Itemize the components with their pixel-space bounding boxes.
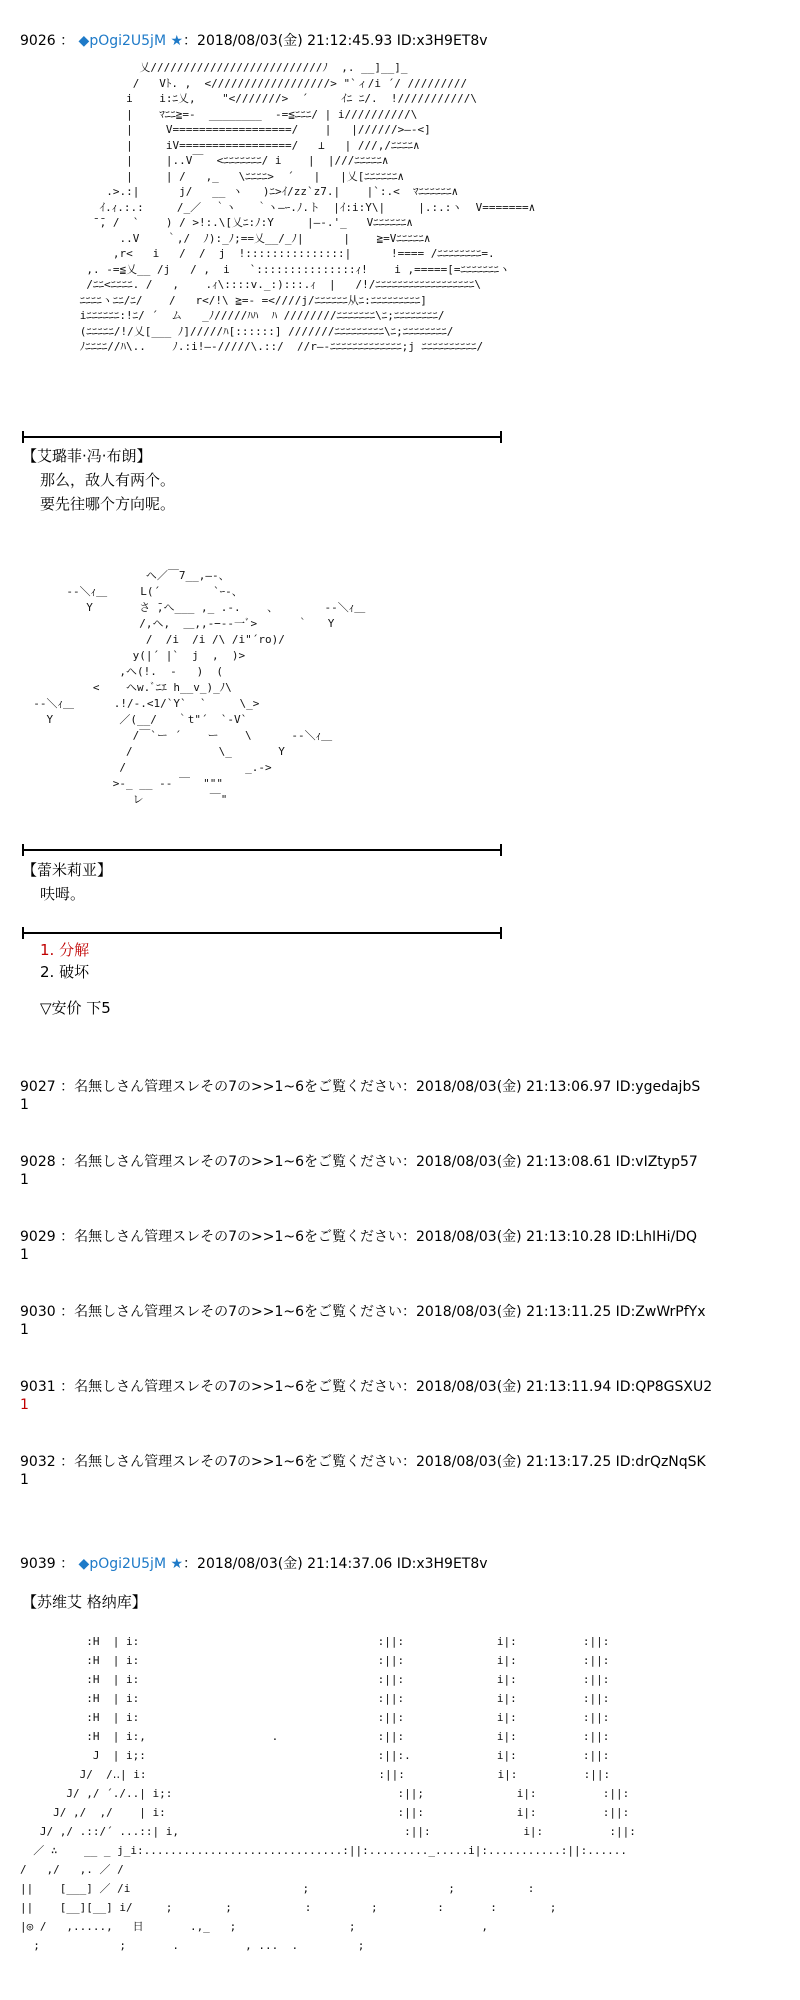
reply-separator: ： xyxy=(60,1379,75,1395)
reply-number: 9031 xyxy=(20,1379,56,1395)
reply-body: 1 xyxy=(20,1322,29,1338)
reply-separator: ： xyxy=(60,1229,75,1245)
divider-line xyxy=(22,849,502,851)
reply-header xyxy=(20,1303,706,1321)
speaker-label: 【艾璐菲·冯·布朗】 xyxy=(22,447,152,465)
reply-body: 1 xyxy=(20,1472,29,1488)
poster-trip[interactable]: ◆pOgi2U5jM xyxy=(78,33,167,49)
reply-number: 9028 xyxy=(20,1154,56,1170)
star-icon: ★ xyxy=(170,1556,184,1572)
reply-header xyxy=(20,1078,700,1096)
option-2: 2. 破坏 xyxy=(40,963,90,981)
ascii-art-scene: 乂//////////////////////////ﾉ ,. __]__]_ / Vﾄ. , <//////////////////> "`ィ/i ´/ ///////// i i:ﾆ乂, "<///////> ´ ｲﾆ ﾆ/. !///////////\ | ﾏﾆﾆ≧=- ________ -=≦ﾆﾆﾆ/ | i//////////\ | V==================/ | |//////>—-<] | iV=================/ ⊥ | ///,/ﾆﾆﾆﾆ∧ | |..V￣ <ﾆﾆﾆﾆﾆﾆﾆ/ i | |///ﾆﾆﾆﾆﾆ∧ | | / ,_ \ﾆﾆﾆﾆ> ´ | |乂[ﾆﾆﾆﾆﾆﾆ∧ .>.:| j/ __ ヽ )ﾆ>ｲ/zz`z7.| |`:.< ﾏﾆﾆﾆﾆﾆﾆ∧ ｲ.ｨ.:.: /_／ ｀ヽ ｀ヽ—ｰ.ﾉ.ト |ｲ:i:Y\| |.:.:ヽ V=======∧ ̄ ̄, / ` ) / >!:.\[乂ﾆ:ﾉ:Y |—-.'_ Vﾆﾆﾆﾆﾆﾆ∧ ..V ｀,/ ﾉ):_ﾉ;==乂__/_ﾉ| | ≧=Vﾆﾆﾆﾆﾆ∧ ,r< i / / j !:::::::::::::::| !==== /ﾆﾆﾆﾆﾆﾆﾆﾆ=. ,. -=≦乂__ /j / , i `:::::::::::::::ｨ! i ,=====[=ﾆﾆﾆﾆﾆﾆﾆヽ /ﾆﾆ<ﾆﾆﾆﾆ. / , .ｨ\::::v._:):::.ｨ | /!/ﾆﾆﾆﾆﾆﾆﾆﾆﾆﾆﾆﾆﾆﾆﾆﾆﾆﾆ\ ﾆﾆﾆﾆヽﾆﾆ/ﾆ/ / r</!\ ≧=- =<////j/ﾆﾆﾆﾆﾆﾆ从ﾆ:ﾆﾆﾆﾆﾆﾆﾆﾆﾆ] iﾆﾆﾆﾆﾆﾆ:!ﾆ/ ´ ム _ﾉ/////ﾊﾊ ﾊ ////////ﾆﾆﾆﾆﾆﾆﾆ\ﾆ;ﾆﾆﾆﾆﾆﾆﾆﾆ/ (ﾆﾆﾆﾆﾆ/!/乂[___ ﾉ]/////ﾊ[::::::] ///////ﾆﾆﾆﾆﾆﾆﾆﾆﾆ\ﾆ;ﾆﾆﾆﾆﾆﾆﾆﾆ/ ﾉﾆﾆﾆﾆ//ﾊ\.. ﾉ.:i!—-/////\.::/ //r—-ﾆﾆﾆﾆﾆﾆﾆﾆﾆﾆﾆﾆﾆ;j ﾆﾆﾆﾆﾆﾆﾆﾆﾆﾆ/ xyxy=(79,61,536,353)
reply-name: 名無しさん管理スレその7の>>1~6をご覧ください xyxy=(74,1154,403,1170)
reply-meta: ：2018/08/03(金) 21:13:10.28 ID:LhIHi/DQ xyxy=(402,1229,698,1245)
dialogue-line: 呋呣。 xyxy=(40,885,86,903)
dialogue-line: 要先往哪个方向呢。 xyxy=(40,495,176,513)
reply-body: 1 xyxy=(20,1247,29,1263)
reply-body: 1 xyxy=(20,1397,29,1413)
divider-line xyxy=(22,436,502,438)
reply-header xyxy=(20,1378,712,1396)
reply-name: 名無しさん管理スレその7の>>1~6をご覧ください xyxy=(74,1229,403,1245)
star-icon: ★ xyxy=(170,33,184,49)
option-1: 1. 分解 xyxy=(40,941,90,959)
vote-instruction: ▽安价 下5 xyxy=(40,999,111,1017)
divider-line xyxy=(22,932,502,934)
reply-body: 1 xyxy=(20,1097,29,1113)
post-meta: ：2018/08/03(金) 21:14:37.06 ID:x3H9ET8v xyxy=(183,1556,488,1572)
reply-separator: ： xyxy=(60,1079,75,1095)
ascii-art-character: ヘ／￣7__,―-、 -‐＼ｨ＿ L(´ `ｰ-、 Y さ ̄,へ___ ,_ .-. 、 -‐＼ｨ＿ /,ヘ, ＿,,-−--一ﾞ> ｀ Y / /i /i /\ /i"´ro)/ y(|´ |` j , )> ,ヘ(!. ‐ ) ( < ヘw.ﾞﾆｴ h__v_)_ﾉ\ -‐＼ｨ＿ .!/-.<1/`Y` ` \_> Y ／(__/ ｀t"´ `-V` /￣`ー ´ ー \ -‐＼ｨ＿ / \_ Y / _.-> >-_ __ -‐ ￣ """ レ ￣" xyxy=(33,569,366,806)
reply-number: 9032 xyxy=(20,1454,56,1470)
post-separator: ： xyxy=(60,33,75,49)
reply-name: 名無しさん管理スレその7の>>1~6をご覧ください xyxy=(74,1304,403,1320)
reply-header xyxy=(20,1453,706,1471)
reply-meta: ：2018/08/03(金) 21:13:17.25 ID:drQzNqSK xyxy=(402,1454,706,1470)
reply-header xyxy=(20,1228,697,1246)
reply-name: 名無しさん管理スレその7の>>1~6をご覧ください xyxy=(74,1454,403,1470)
post-number: 9026 xyxy=(20,33,56,49)
reply-name: 名無しさん管理スレその7の>>1~6をご覧ください xyxy=(74,1379,403,1395)
reply-header xyxy=(20,1153,698,1171)
reply-separator: ： xyxy=(60,1154,75,1170)
reply-meta: ：2018/08/03(金) 21:13:11.94 ID:QP8GSXU2 xyxy=(402,1379,713,1395)
reply-meta: ：2018/08/03(金) 21:13:06.97 ID:ygedajbS xyxy=(402,1079,701,1095)
speaker-label: 【苏维艾 格纳库】 xyxy=(22,1593,147,1611)
post-number: 9039 xyxy=(20,1556,56,1572)
post-meta: ：2018/08/03(金) 21:12:45.93 ID:x3H9ET8v xyxy=(183,33,488,49)
reply-separator: ： xyxy=(60,1454,75,1470)
ascii-art-scene: :H | i: :||: i|: :||: :H | i: :||: i|: :||: :H | i: :||: i|: :||: :H | i: :||: i|: :||: :H | i: :||: i|: :||: :H | i:, . :||: i|: :||: J | i;: :||:. i|: :||: J/ /‥| i: :||: i|: :||: J/ ,/ ´./..| i;: :||; i|: :||: J/ ,/ ,/ | i: :||: i|: :||: J/ ,/ .::/´ ...::| i, :||: i|: :||: ／ ∴ __ _ j_i:..............................:||:........._.....i|:...........:||:...... / ,/ ,. ／ / || [___] ／ /i ; ; : || [__][__] i/ ; ; : ; : : ; |◎ / ,....., 日 .,_ ; ; , ; ; . , ... . ; xyxy=(20,1635,636,1952)
poster-trip[interactable]: ◆pOgi2U5jM xyxy=(78,1556,167,1572)
post-separator: ： xyxy=(60,1556,75,1572)
speaker-label: 【蕾米莉亚】 xyxy=(22,861,113,879)
reply-body: 1 xyxy=(20,1172,29,1188)
reply-number: 9027 xyxy=(20,1079,56,1095)
reply-separator: ： xyxy=(60,1304,75,1320)
reply-name: 名無しさん管理スレその7の>>1~6をご覧ください xyxy=(74,1079,403,1095)
reply-meta: ：2018/08/03(金) 21:13:11.25 ID:ZwWrPfYx xyxy=(402,1304,706,1320)
post-header xyxy=(20,1555,488,1573)
reply-number: 9030 xyxy=(20,1304,56,1320)
reply-meta: ：2018/08/03(金) 21:13:08.61 ID:vIZtyp57 xyxy=(402,1154,698,1170)
reply-number: 9029 xyxy=(20,1229,56,1245)
post-header xyxy=(20,32,488,50)
dialogue-line: 那么，敌人有两个。 xyxy=(40,471,176,489)
